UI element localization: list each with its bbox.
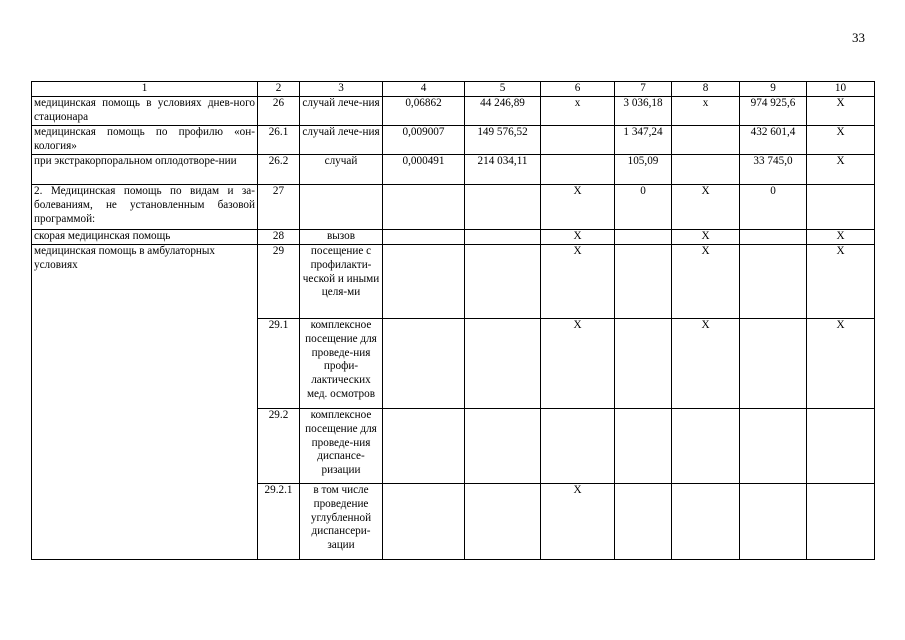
header-cell: 2 (258, 82, 300, 97)
table-cell (807, 185, 875, 230)
table-cell: Х (541, 484, 615, 560)
table-cell: 0,06862 (383, 97, 465, 126)
table-cell: 0,000491 (383, 155, 465, 185)
table-cell (740, 245, 807, 319)
table-row (32, 97, 875, 126)
header-cell: 5 (465, 82, 541, 97)
table-cell (383, 230, 465, 245)
row-label: медицинская помощь в амбулаторных условиях (32, 245, 258, 560)
row-label: медицинская помощь в условиях днев-ного стационара (32, 97, 258, 126)
header-cell: 4 (383, 82, 465, 97)
table-cell (672, 484, 740, 560)
header-cell: 3 (300, 82, 383, 97)
row-number: 29.2 (258, 409, 300, 484)
table-cell (383, 409, 465, 484)
row-label: медицинская помощь по профилю «он-кология» (32, 126, 258, 155)
table-cell (740, 409, 807, 484)
header-cell: 7 (615, 82, 672, 97)
table-cell (615, 484, 672, 560)
unit-cell: комплексное посещение для проведе-ния профи-лактических мед. осмотров (300, 319, 383, 409)
table-cell (615, 245, 672, 319)
table-cell: Х (541, 245, 615, 319)
table-cell: 3 036,18 (615, 97, 672, 126)
unit-cell: случай (300, 155, 383, 185)
table-cell (740, 230, 807, 245)
header-cell: 6 (541, 82, 615, 97)
table-cell: Х (541, 319, 615, 409)
table-cell (541, 409, 615, 484)
table-cell (383, 245, 465, 319)
table-cell: Х (541, 185, 615, 230)
row-number: 26.1 (258, 126, 300, 155)
table-cell (383, 484, 465, 560)
table-cell: 105,09 (615, 155, 672, 185)
unit-cell (300, 185, 383, 230)
row-label: 2. Медицинская помощь по видам и за-болеваниям, не установленным базовой программой: (32, 185, 258, 230)
table-cell: 0 (740, 185, 807, 230)
table-cell (383, 185, 465, 230)
table-cell (807, 484, 875, 560)
table-row (32, 230, 875, 245)
header-cell: 1 (32, 82, 258, 97)
page-number: 33 (852, 30, 865, 45)
row-number: 28 (258, 230, 300, 245)
row-number: 29.1 (258, 319, 300, 409)
row-number: 26 (258, 97, 300, 126)
table-cell: Х (672, 245, 740, 319)
table-row (32, 185, 875, 230)
table-cell: 1 347,24 (615, 126, 672, 155)
row-number: 26.2 (258, 155, 300, 185)
row-number: 29 (258, 245, 300, 319)
table-cell: 0,009007 (383, 126, 465, 155)
table-cell (465, 185, 541, 230)
table-cell: Х (807, 155, 875, 185)
header-cell: 8 (672, 82, 740, 97)
table-cell (615, 409, 672, 484)
table-cell (465, 230, 541, 245)
table-cell: Х (672, 230, 740, 245)
unit-cell: случай лече-ния (300, 126, 383, 155)
header-cell: 9 (740, 82, 807, 97)
table-cell (672, 155, 740, 185)
header-cell: 10 (807, 82, 875, 97)
unit-cell: посещение с профилакти-ческой и иными целя-ми (300, 245, 383, 319)
table-cell: Х (807, 319, 875, 409)
table-cell (541, 126, 615, 155)
table-cell: Х (807, 230, 875, 245)
table-cell: 33 745,0 (740, 155, 807, 185)
table-cell: 214 034,11 (465, 155, 541, 185)
data-table (31, 81, 875, 560)
table-cell: 974 925,6 (740, 97, 807, 126)
table-cell: х (541, 97, 615, 126)
table-cell (383, 319, 465, 409)
table-cell (615, 319, 672, 409)
table-cell: 149 576,52 (465, 126, 541, 155)
table-cell (740, 319, 807, 409)
table-cell (740, 484, 807, 560)
table-cell: Х (807, 97, 875, 126)
table-cell: 432 601,4 (740, 126, 807, 155)
table-row (32, 126, 875, 155)
table-cell: Х (807, 245, 875, 319)
table-cell: Х (541, 230, 615, 245)
unit-cell: вызов (300, 230, 383, 245)
table-cell (465, 484, 541, 560)
table-cell (541, 155, 615, 185)
row-number: 29.2.1 (258, 484, 300, 560)
table-cell (465, 245, 541, 319)
table-row (32, 245, 875, 319)
row-label: при экстракорпоральном оплодотворе-нии (32, 155, 258, 185)
header-row (32, 82, 875, 97)
table-cell (615, 230, 672, 245)
table-cell: 44 246,89 (465, 97, 541, 126)
table-cell (465, 409, 541, 484)
table-cell: 0 (615, 185, 672, 230)
table-cell (672, 126, 740, 155)
table-cell: Х (672, 319, 740, 409)
table-cell (807, 409, 875, 484)
unit-cell: в том числе проведение углубленной диспансери-зации (300, 484, 383, 560)
table-row (32, 155, 875, 185)
table-cell (672, 409, 740, 484)
unit-cell: случай лече-ния (300, 97, 383, 126)
row-number: 27 (258, 185, 300, 230)
table-cell: х (672, 97, 740, 126)
table-cell (465, 319, 541, 409)
table-cell: Х (807, 126, 875, 155)
row-label: скорая медицинская помощь (32, 230, 258, 245)
unit-cell: комплексное посещение для проведе-ния диспансе-ризации (300, 409, 383, 484)
table-cell: Х (672, 185, 740, 230)
